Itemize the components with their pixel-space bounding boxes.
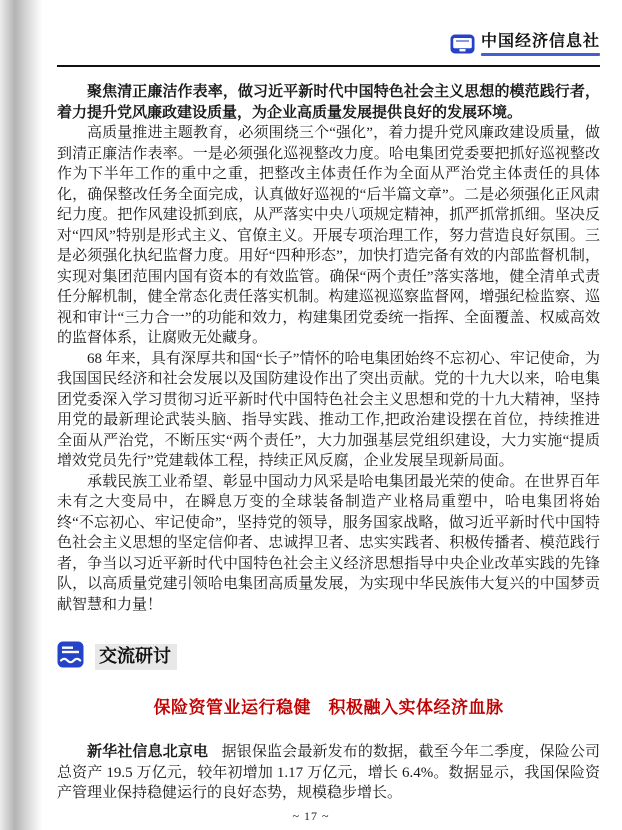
brand-subtext-line: [481, 53, 600, 56]
page-body: [57, 81, 600, 804]
monitor-icon: [450, 34, 475, 59]
brand-logo: [450, 33, 600, 59]
scan-shadow-left: [0, 0, 46, 830]
article-title: 保险资管业运行稳健 积极融入实体经济血脉: [153, 698, 504, 717]
page-header: [0, 0, 622, 59]
article-paragraph: 高质量推进主题教育，必须围绕三个“强化”，着力提升党风廉政建设质量，做到清正廉洁作表率。一是必须强化巡视整改力度。哈电集团党委要把抓好巡视整改作为下半年工作的重中之重，把整改主体责任作为全面从严治党主体责任的具体化，确保整改任务全面完成，认真做好巡视的“后半篇文章”。二是必须强化正风肃纪力度。把作风建设抓到底，从严落实中央八项规定精神，抓严抓常抓细。坚决反对“四风”特别是形式主义、官僚主义。开展专项治理工作，努力营造良好氛围。三是必须强化执纪监督力度。用好“四种形态”，加快打造完备有效的内部监督机制，实现对集团范围内国有资本的有效监管。确保“两个责任”落实落地，健全清单式责任分解机制，健全常态化责任落实机制。构建巡视巡察监督网，增强纪检监察、巡视和审计“三力合一”的功能和效力，构建集团党委统一指挥、全面覆盖、权威高效的监督体系，让腐败无处藏身。: [57, 125, 600, 346]
brand-name: 中国经济信息社: [480, 33, 600, 50]
dateline: 新华社信息北京电: [87, 743, 209, 760]
header-divider: [57, 65, 600, 67]
article2-paragraph: [57, 742, 600, 804]
section-header: [57, 641, 600, 673]
brand-text-group: [481, 33, 600, 56]
article-paragraph: 承载民族工业希望、彰显中国动力风采是哈电集团最光荣的使命。在世界百年未有之大变局中，在瞬息万变的全球装备制造产业格局重塑中，哈电集团将始终“不忘初心、牢记使命”，坚持党的领导，服务国家战略，做习近平新时代中国特色社会主义思想的坚定信仰者、忠诚捍卫者、忠实实践者、积极传播者、模范践行者，争当以习近平新时代中国特色社会主义经济思想指导中央企业改革实践的先锋队，以高质量党建引领哈电集团高质量发展，为实现中华民族伟大复兴的中国梦贡献智慧和力量！: [57, 473, 600, 613]
section-label: 交流研讨: [95, 644, 177, 670]
article2-body: 据银保监会最新发布的数据，截至今年二季度，保险公司总资产 19.5 万亿元，较年初增加 1.17 万亿元，增长 6.4%。数据显示，我国保险资产管理业保持稳健运行的良好态势，规模稳步增长。: [57, 744, 600, 801]
article-paragraph: 68 年来，具有深厚共和国“长子”情怀的哈电集团始终不忘初心、牢记使命，为我国国民经济和社会发展以及国防建设作出了突出贡献。党的十九大以来，哈电集团党委深入学习贯彻习近平新时代中国特色社会主义思想和党的十九大精神，坚持用党的最新理论武装头脑、指导实践、推动工作,把政治建设摆在首位，持续推进全面从严治党，不断压实“两个责任”，大力加强基层党组织建设，大力实施“提质增效党员先行”党建载体工程，持续正风反腐，企业发展呈现新局面。: [57, 350, 600, 469]
article-lead: 聚焦清正廉洁作表率，做习近平新时代中国特色社会主义思想的模范践行者，着力提升党风廉政建设质量，为企业高质量发展提供良好的发展环境。: [57, 83, 600, 121]
page-footer: [0, 809, 622, 824]
discussion-icon: [57, 641, 84, 673]
page-number: ~ 17 ~: [292, 808, 330, 823]
